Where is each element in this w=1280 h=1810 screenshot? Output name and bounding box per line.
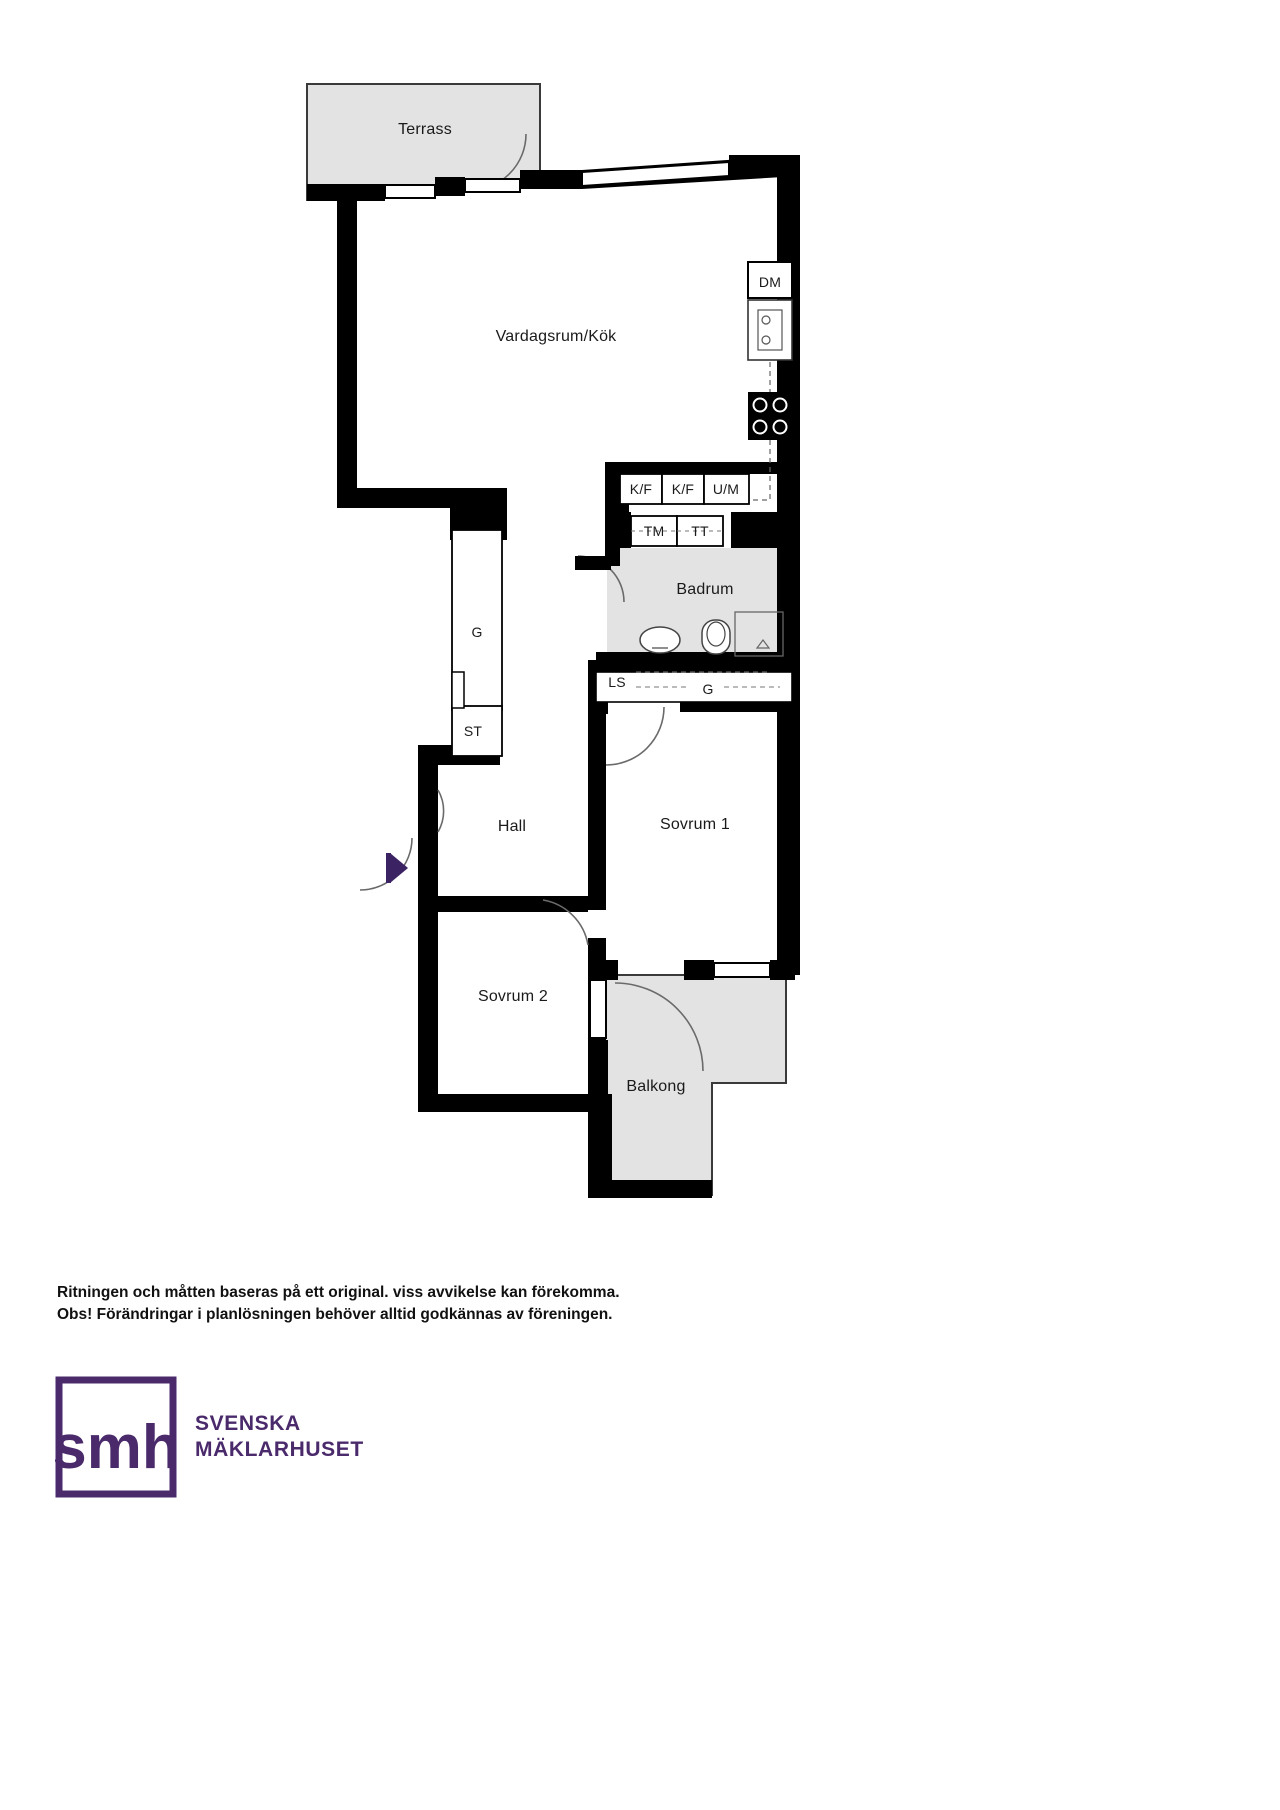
room-label-badrum: Badrum (676, 581, 734, 598)
disclaimer (57, 1282, 917, 1327)
brand-logo (55, 1376, 364, 1498)
brand-name-line-1: SVENSKA (195, 1412, 301, 1436)
disclaimer-line-2: Obs! Förändringar i planlösningen behöver alltid godkännas av föreningen. (57, 1306, 613, 1324)
label-fridge-freezer-2: K/F (671, 481, 695, 497)
entry-door-arrow (386, 853, 408, 883)
smh-logo-letters: smh (55, 1413, 177, 1482)
label-fridge-freezer-1: K/F (629, 481, 653, 497)
brand-name (195, 1411, 364, 1462)
brand-name-line-2: MÄKLARHUSET (195, 1438, 364, 1461)
label-wardrobe-hall: G (471, 624, 483, 640)
label-wardrobe-bedroom: G (702, 681, 714, 697)
room-label-sovrum-2: Sovrum 2 (477, 988, 549, 1005)
room-label-balkong: Balkong (626, 1078, 686, 1095)
label-washing-machine: TM (643, 523, 665, 539)
label-tumble-dryer: TT (691, 523, 709, 539)
label-dishwasher: DM (758, 274, 782, 290)
room-label-vardagsrum-kok: Vardagsrum/Kök (495, 328, 617, 345)
room-label-sovrum-1: Sovrum 1 (659, 816, 731, 833)
room-label-hall: Hall (497, 818, 527, 835)
room-label-terrass: Terrass (398, 121, 452, 138)
label-laundry-cabinet: LS (608, 674, 626, 690)
label-microwave-oven: U/M (712, 481, 740, 497)
disclaimer-line-1: Ritningen och måtten baseras på ett original. viss avvikelse kan förekomma. (57, 1284, 620, 1301)
smh-logo-mark (55, 1376, 177, 1498)
label-storage: ST (463, 723, 483, 739)
